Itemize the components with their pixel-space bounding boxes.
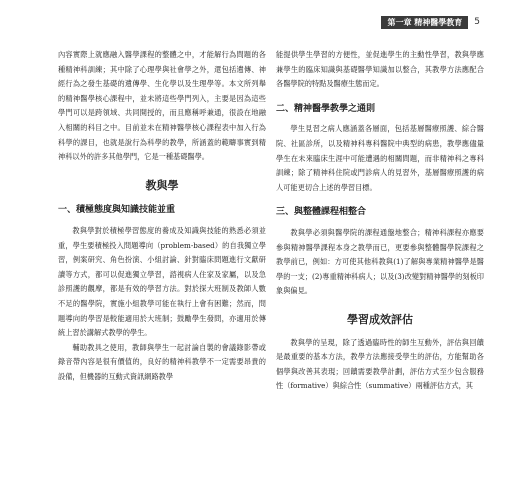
subsection-title-2: 二、精神醫學教學之通則 <box>276 103 376 114</box>
subsection-title-3: 三、與整體課程相整合 <box>276 207 367 218</box>
subsection-title-1: 一、積極態度與知識技能並重 <box>58 205 176 216</box>
left-paragraph-3: 輔助教具之使用，教師與學生一起討論自製的會議錄影帶或錄音帶內容是很有價值的，良好的精神科教學不一定需要昂貴的設備，但機器的互動式資訊網路教學 <box>58 342 266 381</box>
right-paragraph-2: 學生見習之病人應涵蓋各層面，包括基層醫療照護、綜合醫院、社區診所，以及精神科專科醫院中典型的病患，教學應儘量學生在未來臨床生涯中可能遭遇的相關問題，而非精神科之專科訓練；除了精神科住院或門診病人的見習外，基層醫療照護的病人可能更切合上述的學習目標。 <box>276 124 484 192</box>
right-paragraph-3: 教與學必須與醫學院的課程通盤地整合；精神科課程亦應要參與精神醫學課程本身之教學而已，更要參與整體醫學院課程之教學前已，例如：方可使其他科教與(1)了解與專業精神醫學是醫學的一支；(2)專重精神科病人；以及(3)改變對精神醫學的刻板印象與偏見。 <box>276 227 484 296</box>
page-number: 5 <box>474 17 480 27</box>
right-paragraph-4: 教與學的呈現，除了透過臨時性的師生互動外，評估與回饋是最重要的基本方法，教學方法應接受學生的評估，方能幫助各個學與改善其表現；回饋需要教學計劃，評估方式至少包含服務性（formative）與綜合性（summative）兩種評估方式，其 <box>276 337 484 391</box>
right-column <box>276 48 484 394</box>
section-title-assessment: 學習成效評估 <box>347 312 413 326</box>
left-paragraph-2: 教與學對於積極學習態度的養成及知識與技能的熟悉必須並重，學生要積極投入問題導向（problem-based）的自我獨立學習，例案研究、角色扮演、小組討論、針對臨床問題進行文獻研讀等方式，都可以促進獨立學習，諮視病人住家及家屬，以及急診照護的觀摩，都是有效的學習方法。對於探大班制及教師人數不足的醫學院，實施小組教學可能在執行上會有困難；然而，問題導向的學習是較能適用於大班制；鼓勵學生發問，亦適用於傳統上習於講解式教學的學生。 <box>58 225 266 338</box>
left-paragraph-1: 內容實際上就應融入醫學課程的整體之中，才能解行為問題的各種精神科訓練；其中除了心理學與社會學之外，還包括遺傳、神經行為之發生基礎的遺傳學、生化學以及生理學等。本文所列舉的精神醫學核心課程中，並未將這些學門列入，主要是因為這些學門可以是跨領域、共同開授的，而且應稱呼兼通，很設在地融入相關的科目之中。目前並未在精神醫學核心課程表中加入行為科學的課目，也就是說行為科學的教學，所涵蓋的範疇事實到精神科以外的許多其他學門，它是一種基礎醫學。 <box>58 50 266 162</box>
chapter-label: 第一章 精神醫學教育 <box>381 16 468 29</box>
right-paragraph-1: 能提供學生學習的方便性，並促進學生的主動性學習，教與學應兼學生的臨床知識與基礎醫學知識加以整合，其教學方法應配合各醫學院的特點及醫療生態而定。 <box>276 50 484 89</box>
running-header <box>381 14 480 30</box>
left-column <box>58 48 266 384</box>
section-title-teaching: 教與學 <box>145 178 179 192</box>
